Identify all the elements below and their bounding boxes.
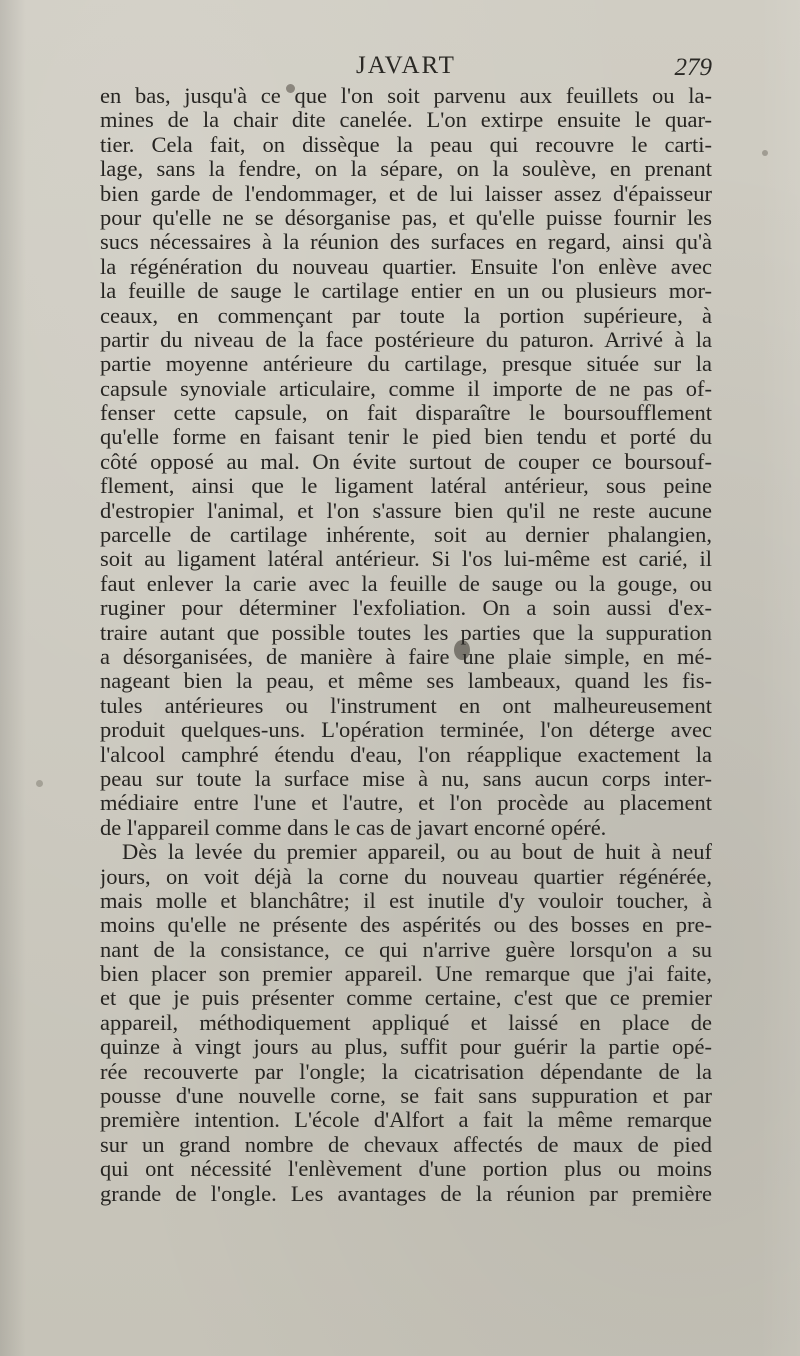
text-line: grande de l'ongle. Les avantages de la réunion par première [100,1181,712,1206]
text-line: l'alcool camphré étendu d'eau, l'on réapplique exactement la [100,742,712,767]
text-line: qui ont nécessité l'enlèvement d'une portion plus ou moins [100,1157,712,1182]
text-line: Dès la levée du premier appareil, ou au bout de huit à neuf [122,840,712,865]
text-line: côté opposé au mal. On évite surtout de couper ce boursouf- [100,449,712,474]
text-line: traire autant que possible toutes les parties que la suppuration [100,620,712,645]
text-line: première intention. L'école d'Alfort a fait la même remarque [100,1108,712,1133]
text-line: pour qu'elle ne se désorganise pas, et qu'elle puisse fournir les [100,205,712,230]
text-line: et que je puis présenter comme certaine, c'est que ce premier [100,986,712,1011]
text-line: médiaire entre l'une et l'autre, et l'on procède au placement [100,791,712,816]
text-line: sucs nécessaires à la réunion des surfaces en regard, ainsi qu'à [100,230,712,255]
text-line: nant de la consistance, ce qui n'arrive guère lorsqu'on a su [100,937,712,962]
text-line: moins qu'elle ne présente des aspérités ou des bosses en pre- [100,913,712,938]
text-line: tules antérieures ou l'instrument en ont malheureusement [100,693,712,718]
ink-stain [762,150,768,156]
text-line: sur un grand nombre de chevaux affectés de maux de pied [100,1132,712,1157]
text-line: ruginer pour déterminer l'exfoliation. On a soin aussi d'ex- [100,596,712,621]
text-line: qu'elle forme en faisant tenir le pied bien tendu et porté du [100,425,712,450]
text-line: appareil, méthodiquement appliqué et laissé en place de [100,1010,712,1035]
text-line: la régénération du nouveau quartier. Ensuite l'on enlève avec [100,254,712,279]
text-line: lage, sans la fendre, on la sépare, on la soulève, en prenant [100,157,712,182]
text-line: pousse d'une nouvelle corne, se fait sans suppuration et par [100,1084,712,1109]
text-line: fenser cette capsule, on fait disparaître le boursoufflement [100,401,712,426]
text-line: en bas, jusqu'à ce que l'on soit parvenu aux feuillets ou la- [100,84,712,108]
text-line: partir du niveau de la face postérieure du paturon. Arrivé à la [100,327,712,352]
text-line: partie moyenne antérieure du cartilage, presque située sur la [100,352,712,377]
text-line: rée recouverte par l'ongle; la cicatrisation dépendante de la [100,1059,712,1084]
page-gutter-shadow [0,0,26,1356]
running-head: JAVART [356,52,456,79]
text-line: flement, ainsi que le ligament latéral antérieur, sous peine [100,474,712,499]
text-line: tier. Cela fait, on dissèque la peau qui recouvre le carti- [100,132,712,157]
text-line: produit quelques-uns. L'opération terminée, l'on déterge avec [100,718,712,743]
text-line: faut enlever la carie avec la feuille de sauge ou la gouge, ou [100,571,712,596]
text-line: a désorganisées, de manière à faire une plaie simple, en mé- [100,644,712,669]
text-line: mines de la chair dite canelée. L'on extirpe ensuite le quar- [100,108,712,133]
text-line: d'estropier l'animal, et l'on s'assure bien qu'il ne reste aucune [100,498,712,523]
page-header [100,52,712,82]
text-line: mais molle et blanchâtre; il est inutile d'y vouloir toucher, à [100,888,712,913]
text-line: de l'appareil comme dans le cas de javart encorné opéré. [100,815,607,840]
text-line: nageant bien la peau, et même ses lambeaux, quand les fis- [100,669,712,694]
body-text [100,84,712,1206]
page-number: 279 [674,54,712,81]
text-line: la feuille de sauge le cartilage entier en un ou plusieurs mor- [100,279,712,304]
text-line: soit au ligament latéral antérieur. Si l'os lui-même est carié, il [100,547,712,572]
text-line: bien placer son premier appareil. Une remarque que j'ai faite, [100,962,712,987]
text-line: quinze à vingt jours au plus, suffit pour guérir la partie opé- [100,1035,712,1060]
text-line: ceaux, en commençant par toute la portion supérieure, à [100,303,712,328]
ink-stain [36,780,43,787]
page-edge-highlight [760,0,800,1356]
text-line: capsule synoviale articulaire, comme il importe de ne pas of- [100,376,712,401]
text-line: bien garde de l'endommager, et de lui laisser assez d'épaisseur [100,181,712,206]
text-line: jours, on voit déjà la corne du nouveau quartier régénérée, [100,864,712,889]
text-line: parcelle de cartilage inhérente, soit au dernier phalangien, [100,523,712,548]
text-line: peau sur toute la surface mise à nu, sans aucun corps inter- [100,766,712,791]
